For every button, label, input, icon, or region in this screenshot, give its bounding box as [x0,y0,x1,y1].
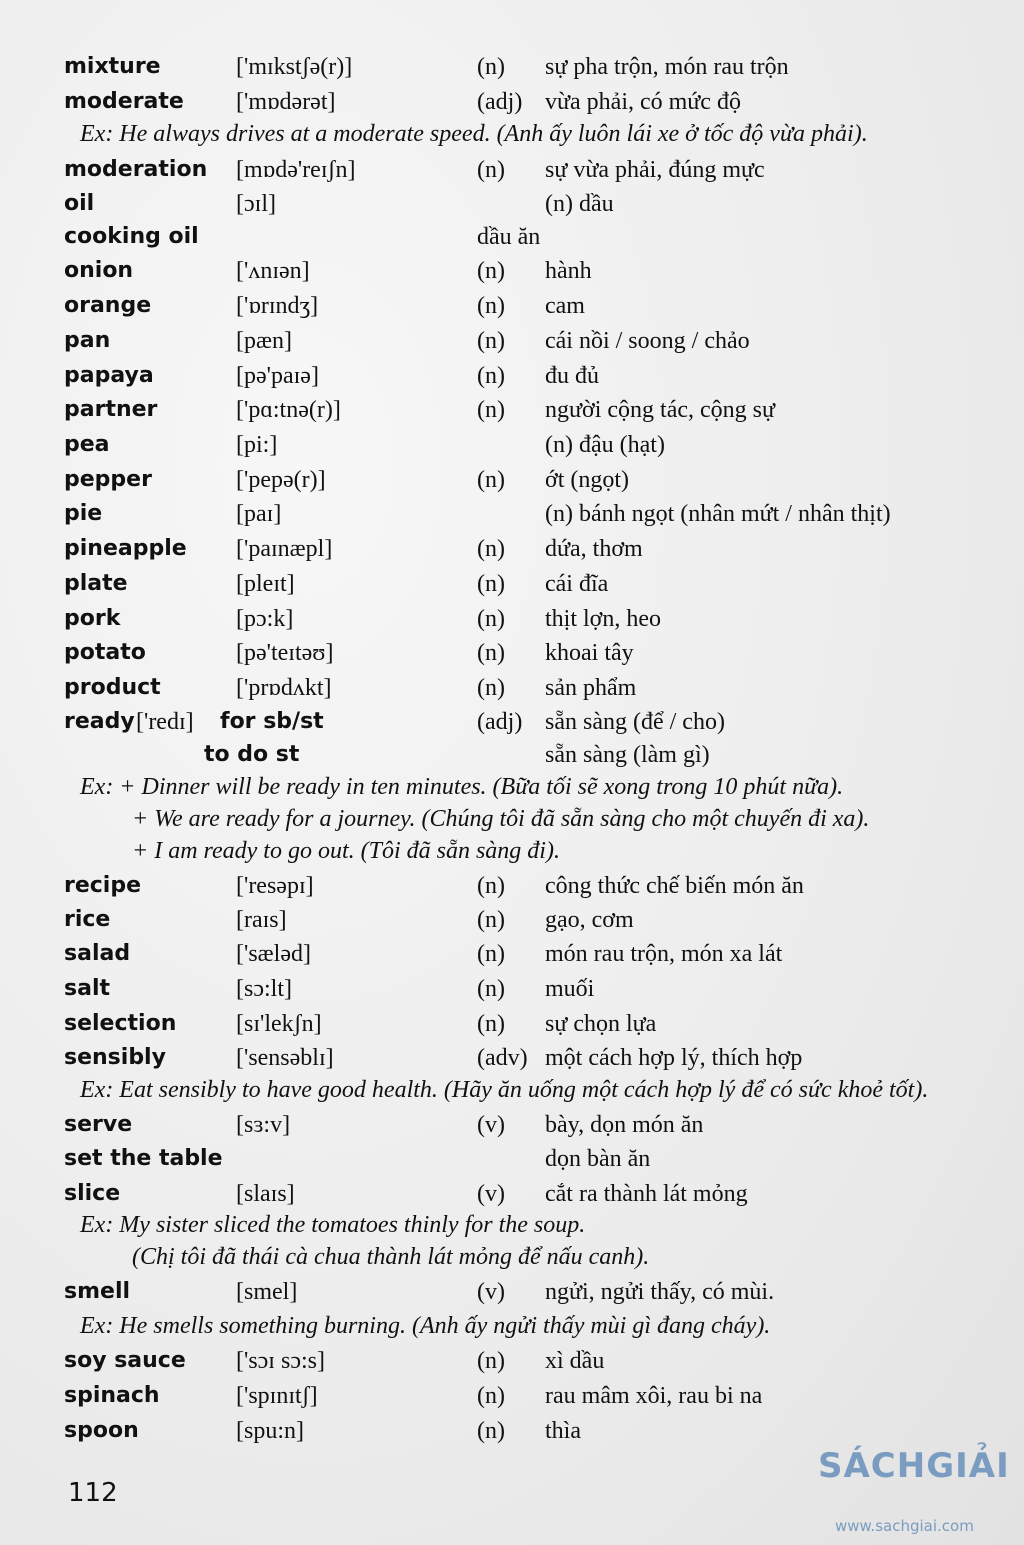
entry-ipa: ['mɪkstʃə(r)] [236,54,353,80]
entry-word: moderate [64,89,184,114]
entry-ipa: ['resəpɪ] [236,873,314,899]
entry-row [0,289,1024,323]
entry-meaning: đu đủ [545,363,599,389]
entry-meaning: sản phẩm [545,675,637,701]
entry-ipa: ['prɒdʌkt] [236,675,332,701]
entry-meaning: sự pha trộn, món rau trộn [545,54,789,80]
entry-row [0,220,1024,254]
entry-word: set the table [64,1146,223,1171]
entry-row [0,636,1024,670]
entry-row [0,937,1024,971]
entry-ipa: ['ʌnɪən] [236,258,310,284]
entry-word: onion [64,258,134,283]
entry-ipa: ['sæləd] [236,941,311,967]
entry-ready-2 [0,738,1024,772]
entry-meaning: sẵn sàng (làm gì) [545,742,710,768]
entry-meaning: người cộng tác, cộng sự [545,397,775,423]
entry-pos: (v) [477,1279,505,1305]
example-ready-2: + We are ready for a journey. (Chúng tôi đã sẵn sàng cho một chuyến đi xa). [132,806,870,832]
entry-word: selection [64,1011,177,1036]
entry-word: oil [64,191,95,216]
entry-meaning: ớt (ngọt) [545,467,630,493]
entry-pos: (n) [477,640,505,666]
entry-word: mixture [64,54,161,79]
entry-meaning: rau mâm xôi, rau bi na [545,1383,763,1409]
entry-meaning: sự chọn lựa [545,1011,657,1037]
entry-row [0,1108,1024,1142]
page-number: 112 [68,1478,118,1508]
entry-row [0,1142,1024,1176]
entry-pos: (n) [477,1011,505,1037]
entry-row [0,324,1024,358]
entry-pos: (n) [477,54,505,80]
entry-pos: (n) [477,363,505,389]
entry-meaning: thịt lợn, heo [545,606,662,632]
entry-row [0,869,1024,903]
entry-pos: (n) [477,328,505,354]
entry-pos: (v) [477,1181,505,1207]
entry-meaning: muối [545,976,595,1002]
entry-pos: (adj) [477,709,523,735]
example-slice-2: (Chị tôi đã thái cà chua thành lát mỏng để nấu canh). [132,1244,650,1270]
entry-meaning: dứa, thơm [545,536,643,562]
logo-url: www.sachgiai.com [835,1517,974,1535]
entry-ipa: ['mɒdərət] [236,89,336,115]
entry-ipa: ['sɔɪ sɔ:s] [236,1348,325,1374]
entry-meaning: sự vừa phải, đúng mực [545,157,765,183]
entry-word: slice [64,1181,121,1206]
entry-word: pea [64,432,110,457]
entry-row [0,428,1024,462]
entry-ipa: [paɪ] [236,501,282,527]
entry-ipa: ['pɑ:tnə(r)] [236,397,341,423]
entry-pos: (n) [477,907,505,933]
entry-meaning: ngửi, ngửi thấy, có mùi. [545,1279,775,1305]
entry-row [0,393,1024,427]
entry-row [0,50,1024,84]
entry-ipa: [pæn] [236,328,292,354]
entry-pos: (v) [477,1112,505,1138]
entry-word: pan [64,328,111,353]
entry-meaning: (n) bánh ngọt (nhân mứt / nhân thịt) [545,501,891,527]
entry-word: cooking oil [64,224,199,249]
entry-ipa: [ɔɪl] [236,191,276,217]
entry-word: serve [64,1112,133,1137]
entry-meaning: cái nồi / soong / chảo [545,328,750,354]
entry-meaning: bày, dọn món ăn [545,1112,704,1138]
entry-ipa: [pɔ:k] [236,606,294,632]
entry-word: pork [64,606,121,631]
entry-row [0,972,1024,1006]
entry-row [0,532,1024,566]
entry-meaning: hành [545,258,592,284]
entry-pos: (n) [477,1383,505,1409]
entry-word: partner [64,397,158,422]
entry-meaning: gạo, cơm [545,907,634,933]
entry-meaning: khoai tây [545,640,634,666]
entry-pos: (n) [477,258,505,284]
entry-ipa: ['pepə(r)] [236,467,326,493]
entry-ipa: [pleɪt] [236,571,295,597]
entry-pos: (n) [477,675,505,701]
entry-phrase: to do st [204,742,300,767]
entry-ready [0,705,1024,739]
entry-pos: dầu ăn [477,224,541,250]
entry-meaning: xì dầu [545,1348,605,1374]
entry-pos: (adv) [477,1045,528,1071]
entry-word: spoon [64,1418,139,1443]
entry-meaning: cắt ra thành lát mỏng [545,1181,748,1207]
entry-meaning: món rau trộn, món xa lát [545,941,783,967]
entry-ipa: ['paɪnæpl] [236,536,333,562]
entry-ipa: ['spɪnɪtʃ] [236,1383,318,1409]
entry-word: moderation [64,157,208,182]
entry-row [0,187,1024,221]
example-slice-1: Ex: My sister sliced the tomatoes thinly for the soup. [80,1212,586,1238]
example-moderate: Ex: He always drives at a moderate speed. (Anh ấy luôn lái xe ở tốc độ vừa phải). [80,121,868,147]
entry-word: sensibly [64,1045,166,1070]
entry-meaning: (n) dầu [545,191,614,217]
entry-meaning: cam [545,293,585,319]
entry-row [0,254,1024,288]
entry-ipa: [pə'paɪə] [236,363,319,389]
entry-row [0,463,1024,497]
sachgiai-logo: SÁCHGIẢI [818,1446,1010,1486]
entry-ipa: ['sensəblɪ] [236,1045,334,1071]
entry-row [0,1275,1024,1309]
entry-row [0,567,1024,601]
entry-pos: (n) [477,157,505,183]
entry-pos: (n) [477,1418,505,1444]
entry-ipa: [raɪs] [236,907,287,933]
entry-word: rice [64,907,111,932]
entry-meaning: công thức chế biến món ăn [545,873,804,899]
entry-row [0,1041,1024,1075]
entry-row [0,85,1024,119]
entry-pos: (n) [477,293,505,319]
entry-meaning: thìa [545,1418,581,1444]
entry-pos: (n) [477,536,505,562]
entry-word: soy sauce [64,1348,186,1373]
entry-row [0,1379,1024,1413]
entry-ipa: ['ɒrɪndʒ] [236,293,319,319]
entry-ipa: [pi:] [236,432,278,458]
entry-pos: (n) [477,941,505,967]
entry-ipa: [mɒdə'reɪʃn] [236,157,356,183]
entry-row [0,1344,1024,1378]
entry-pos: (n) [477,606,505,632]
entry-word: orange [64,293,152,318]
example-ready-1: Ex: + Dinner will be ready in ten minutes. (Bữa tối sẽ xong trong 10 phút nữa). [80,774,844,800]
entry-row [0,1177,1024,1211]
entry-phrase: for sb/st [220,709,324,734]
entry-word: salad [64,941,131,966]
entry-pos: (n) [477,397,505,423]
entry-word: pepper [64,467,152,492]
example-smell: Ex: He smells something burning. (Anh ấy ngửi thấy mùi gì đang cháy). [80,1313,771,1339]
example-sensibly: Ex: Eat sensibly to have good health. (Hãy ăn uống một cách hợp lý để có sức khoẻ tốt). [80,1077,929,1103]
entry-ipa: [sɔ:lt] [236,976,292,1002]
entry-word: smell [64,1279,131,1304]
entry-ipa: [pə'teɪtəʊ] [236,640,334,666]
entry-ipa: [sɪ'lekʃn] [236,1011,322,1037]
entry-meaning: sẵn sàng (để / cho) [545,709,725,735]
entry-word: pie [64,501,103,526]
entry-word: spinach [64,1383,160,1408]
entry-meaning: một cách hợp lý, thích hợp [545,1045,803,1071]
entry-row [0,1414,1024,1448]
entry-word: potato [64,640,146,665]
entry-pos: (n) [477,873,505,899]
entry-ipa: ['redɪ] [136,709,194,735]
entry-word: plate [64,571,128,596]
entry-word: pineapple [64,536,187,561]
entry-pos: (n) [477,976,505,1002]
entry-pos: (n) [477,571,505,597]
entry-meaning: dọn bàn ăn [545,1146,651,1172]
entry-ipa: [spu:n] [236,1418,304,1444]
entry-row [0,359,1024,393]
entry-ipa: [slaɪs] [236,1181,295,1207]
entry-meaning: vừa phải, có mức độ [545,89,741,115]
entry-row [0,602,1024,636]
entry-row [0,903,1024,937]
entry-word: salt [64,976,110,1001]
entry-meaning: (n) đậu (hạt) [545,432,665,458]
entry-ipa: [smel] [236,1279,298,1305]
entry-row [0,153,1024,187]
entry-word: papaya [64,363,154,388]
entry-pos: (n) [477,1348,505,1374]
entry-ipa: [sɜ:v] [236,1112,291,1138]
entry-word: product [64,675,161,700]
entry-row [0,671,1024,705]
entry-row [0,497,1024,531]
entry-pos: (n) [477,467,505,493]
entry-row [0,1007,1024,1041]
entry-word: ready [64,709,135,734]
entry-pos: (adj) [477,89,523,115]
entry-word: recipe [64,873,142,898]
example-ready-3: + I am ready to go out. (Tôi đã sẵn sàng đi). [132,838,560,864]
entry-meaning: cái đĩa [545,571,609,597]
